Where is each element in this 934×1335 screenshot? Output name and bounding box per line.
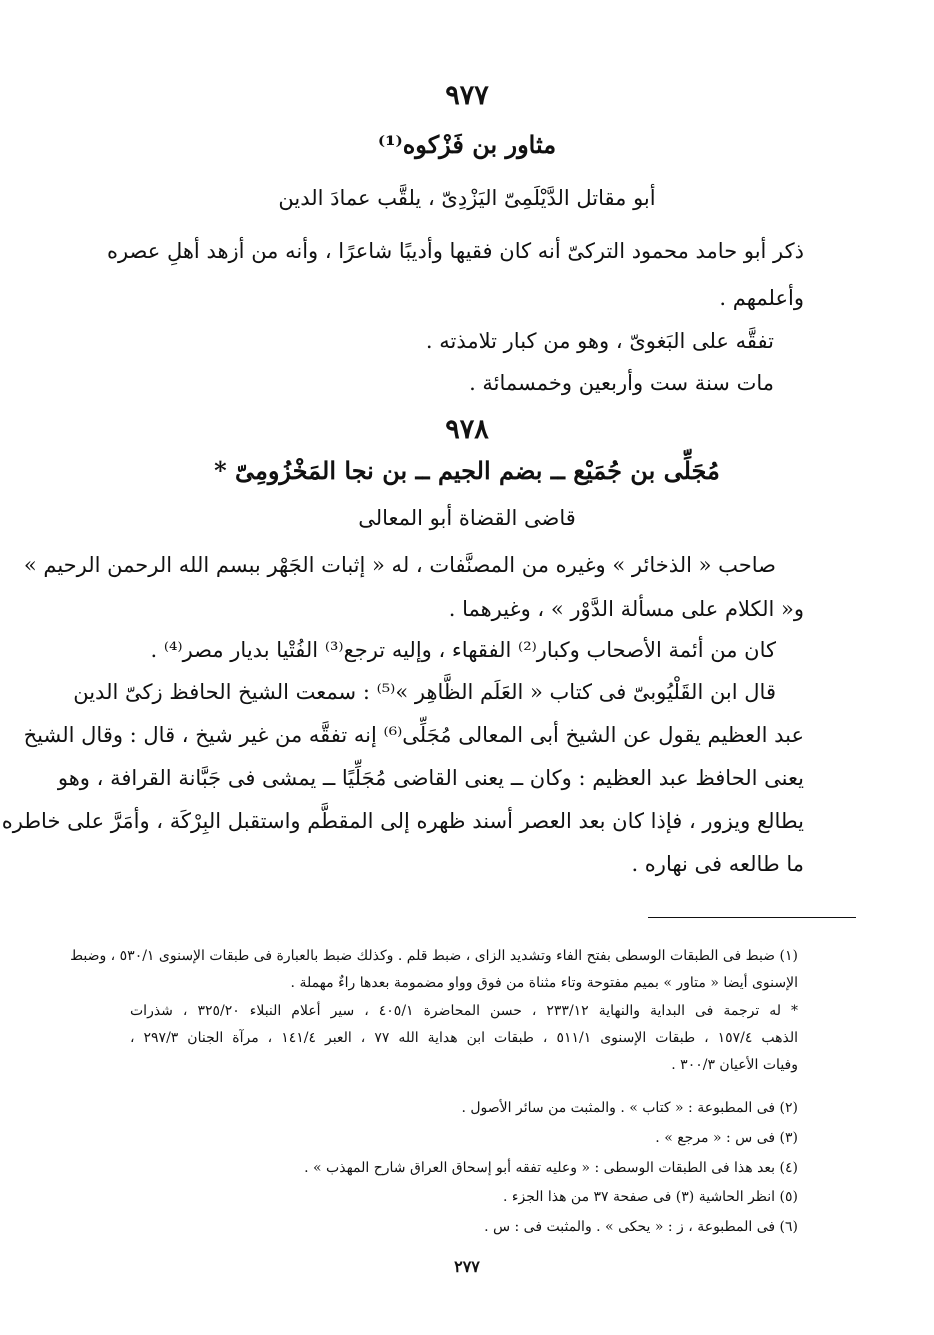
entry-subtitle-977: أبو مقاتل الدَّيْلَمِىّ اليَزْدِىّ ، يلقَّب عمادَ الدين: [278, 186, 656, 210]
footnote-line-8: (٤) بعد هذا فى الطبقات الوسطى : « وعليه تفقه أبو إسحاق العراق شارح المهذب » .: [304, 1160, 798, 1176]
entry-978-line-7: يطالع ويزور ، فإذا كان بعد العصر أسند ظهره إلى المقطَّم واستقبل البِرْكَة ، وأمَرَّ على خاطره: [1, 809, 804, 833]
entry-977-line-1: ذكر أبو حامد محمود التركىّ أنه كان فقيها وأديبًا شاعرًا ، وأنه من أزهد أهلِ عصره: [106, 239, 804, 263]
footnote-line-6: (٢) فى المطبوعة : « كتاب » . والمثبت من سائر الأصول .: [461, 1100, 798, 1116]
entry-978-line-3: كان من أئمة الأصحاب وكبار⁽²⁾ الفقهاء ، وإليه ترجع⁽³⁾ الفُتْيا بديار مصر⁽⁴⁾ .: [150, 638, 776, 662]
footnote-line-9: (٥) انظر الحاشية (٣) فى صفحة ٣٧ من هذا الجزء .: [503, 1189, 798, 1205]
entry-number-978: ٩٧٨: [445, 414, 489, 445]
footnote-line-1: (١) ضبط فى الطبقات الوسطى بفتح الفاء وتشديد الزاى ، ضبط قلم . وكذلك ضبط بالعبارة فى طبقات الإسنوى ٥٣٠/١ ، وضبط: [70, 948, 798, 964]
footnote-line-5: وفيات الأعيان ٣٠٠/٣ .: [671, 1057, 798, 1073]
entry-977-line-3: تفقَّه على البَغوىّ ، وهو من كبار تلامذته .: [425, 329, 774, 353]
entry-978-line-5: عبد العظيم يقول عن الشيخ أبى المعالى مُجَلِّى⁽⁶⁾ إنه تفقَّه من غير شيخ ، قال : وقال الشيخ: [23, 723, 804, 747]
entry-978-line-8: ما طالعه فى نهاره .: [631, 852, 804, 876]
entry-name-978: مُجَلِّى بن جُمَيْع ــ بضم الجيم ــ بن نجا المَخْزُومِىّ *: [214, 456, 720, 485]
entry-978-line-4: قال ابن القَلْيُوبىّ فى كتاب « العَلَم الظَّاهِر »⁽⁵⁾ : سمعت الشيخ الحافظ زكىّ الدين: [73, 680, 776, 704]
footnote-line-2: الإسنوى أيضا « متاور » بميم مفتوحة وتاء مثناة من فوق وواو مضمومة بعدها راءٌ مهملة .: [290, 975, 798, 991]
entry-978-line-6: يعنى الحافظ عبد العظيم : وكان ــ يعنى القاضى مُجَلِّيًا ــ يمشى فى جَبَّانة القرافة ، وهو: [57, 766, 804, 790]
entry-977-line-2: وأعلمهم .: [719, 286, 804, 310]
entry-subtitle-978: قاضى القضاة أبو المعالى: [358, 506, 576, 530]
footnote-line-7: (٣) فى س : « مرجع » .: [655, 1130, 798, 1146]
footnote-line-10: (٦) فى المطبوعة ، ز : « يحكى » . والمثبت فى : س .: [484, 1219, 798, 1235]
entry-number-977: ٩٧٧: [445, 80, 489, 111]
entry-978-line-1: صاحب « الذخائر » وغيره من المصنَّفات ، له « إثبات الجَهْر ببسم الله الرحمن الرحيم »: [23, 553, 776, 577]
entry-name-977: مثاور بن فَزْكوه⁽¹⁾: [377, 130, 557, 159]
footnote-line-3: * له ترجمة فى البداية والنهاية ٢٣٣/١٢ ، حسن المحاضرة ٤٠٥/١ ، سير أعلام النبلاء ٣٢٥/٢٠ ، شذرات: [130, 1003, 799, 1019]
entry-977-line-4: مات سنة ست وأربعين وخمسمائة .: [469, 371, 774, 395]
page-number: ٢٧٧: [454, 1257, 480, 1276]
footnote-line-4: الذهب ١٥٧/٤ ، طبقات الإسنوى ٥١١/١ ، طبقات ابن هداية الله ٧٧ ، العبر ١٤١/٤ ، مرآة الجنان ٢٩٧/٣ ،: [130, 1030, 799, 1046]
footnote-divider: [648, 917, 856, 918]
entry-978-line-2: و« الكلام على مسألة الدَّوْر » ، وغيرهما .: [448, 597, 804, 621]
